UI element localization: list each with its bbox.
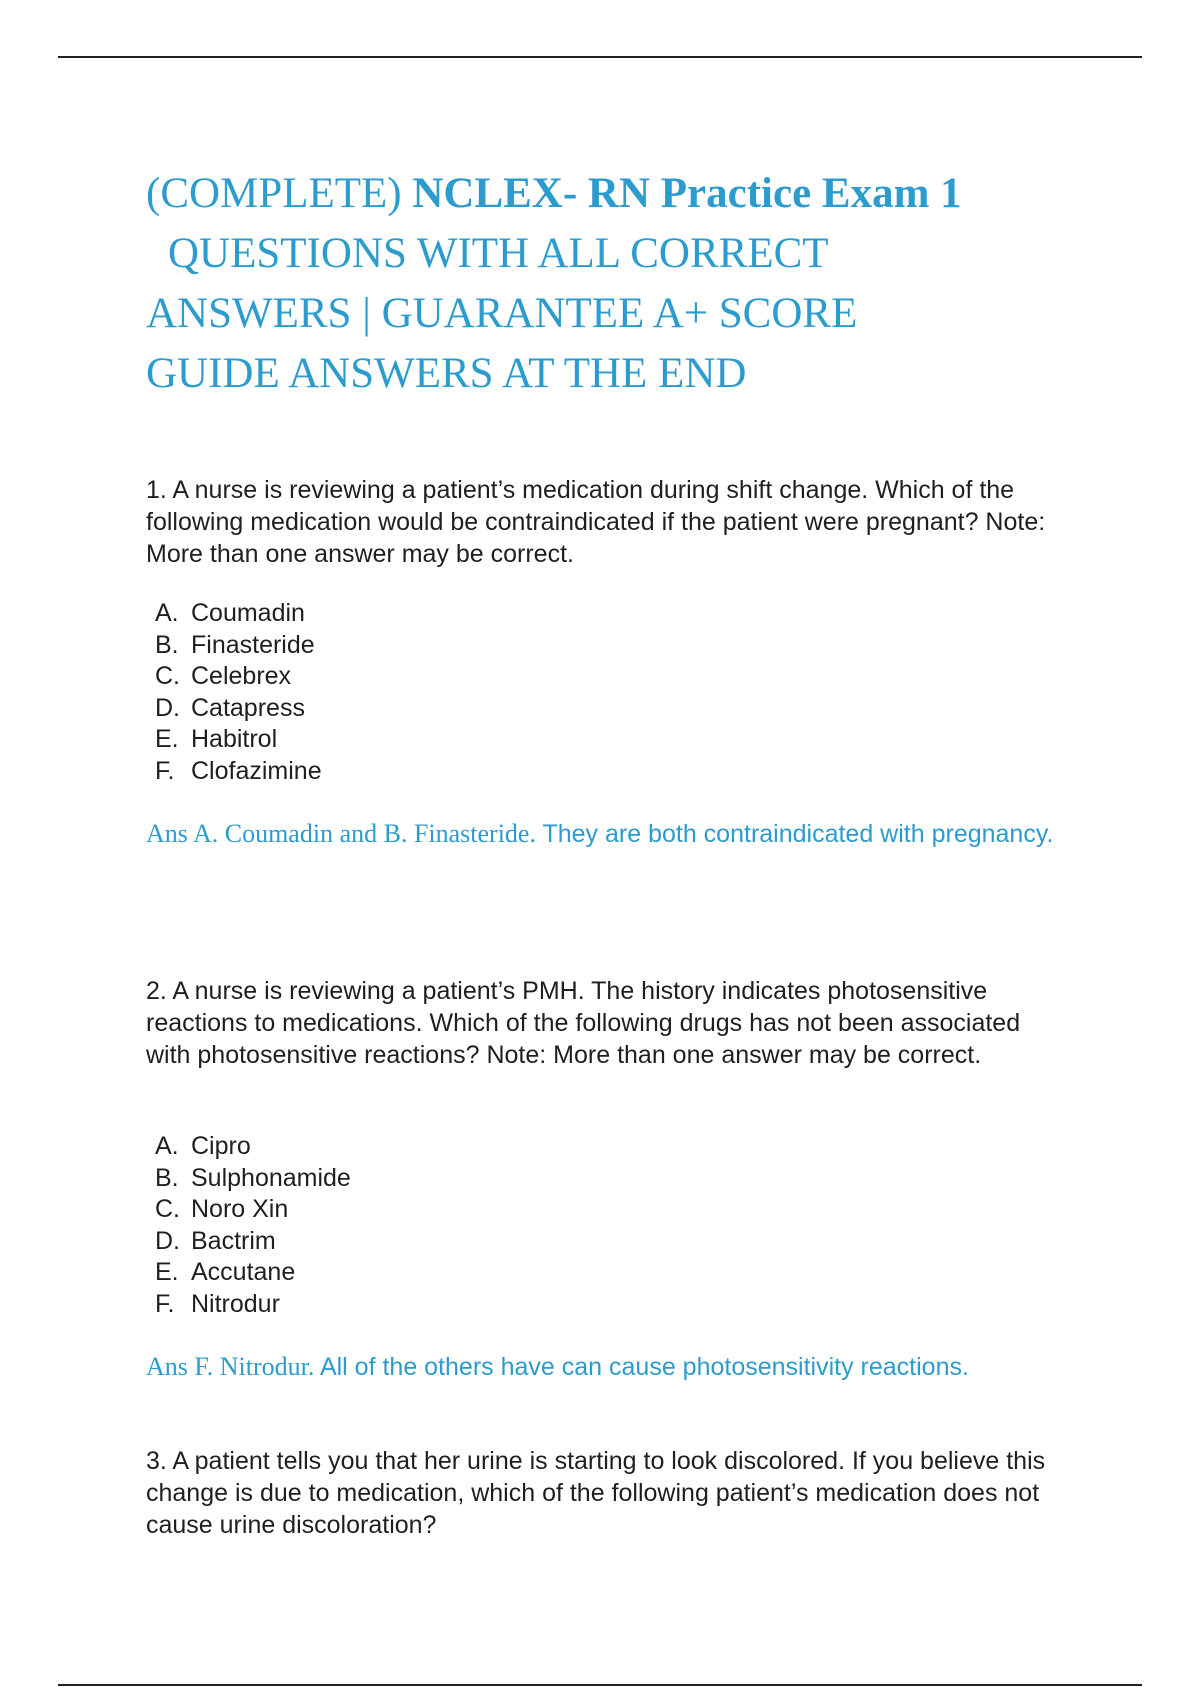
list-item: A. Coumadin <box>155 599 305 627</box>
list-item: E. Habitrol <box>155 725 278 754</box>
list-item: B. Finasteride <box>155 630 315 659</box>
question-1-options <box>155 598 322 788</box>
list-item: B. Sulphonamide <box>155 1163 351 1192</box>
header-rule <box>58 56 1142 58</box>
question-2-answer <box>146 1350 1066 1384</box>
list-item: D. Catapress <box>155 693 305 722</box>
answer-key: Ans F. Nitrodur. <box>146 1352 315 1381</box>
title-bold: NCLEX- RN Practice Exam 1 <box>412 170 962 217</box>
title-line-2: QUESTIONS WITH ALL CORRECT <box>168 230 829 277</box>
question-2-options <box>155 1131 351 1321</box>
list-item: F. Nitrodur <box>155 1289 280 1318</box>
list-item: C. Celebrex <box>155 662 292 691</box>
footer-rule <box>58 1684 1142 1686</box>
title-line-3: ANSWERS | GUARANTEE A+ SCORE <box>146 290 858 337</box>
question-3-text: 3. A patient tells you that her urine is starting to look discolored. If you believe this change is due to medication, which of the following patient’s medication does not cause urine discoloration? <box>146 1447 1046 1539</box>
question-2-text: 2. A nurse is reviewing a patient’s PMH. The history indicates photosensitive reactions to medications. Which of the following drugs has not been associated with photosensitive reactions? Note: More than one answer may be correct. <box>146 977 1021 1069</box>
answer-key: Ans A. Coumadin and B. Finasteride. <box>146 819 536 848</box>
answer-explanation: They are both contraindicated with pregnancy. <box>535 820 1054 848</box>
title-prefix: (COMPLETE) <box>146 170 413 217</box>
list-item: D. Bactrim <box>155 1226 276 1255</box>
question-1-text: 1. A nurse is reviewing a patient’s medication during shift change. Which of the following medication would be contraindicated if the patient were pregnant? Note: More than one answer may be correct. <box>146 476 1046 568</box>
list-item: A. Cipro <box>155 1132 251 1160</box>
list-item: F. Clofazimine <box>155 756 322 785</box>
question-1-answer <box>146 817 1066 851</box>
title-line-4: GUIDE ANSWERS AT THE END <box>146 350 747 397</box>
list-item: C. Noro Xin <box>155 1195 289 1224</box>
answer-explanation: All of the others have can cause photosensitivity reactions. <box>314 1353 969 1381</box>
document-title <box>146 164 1106 404</box>
list-item: E. Accutane <box>155 1258 296 1287</box>
